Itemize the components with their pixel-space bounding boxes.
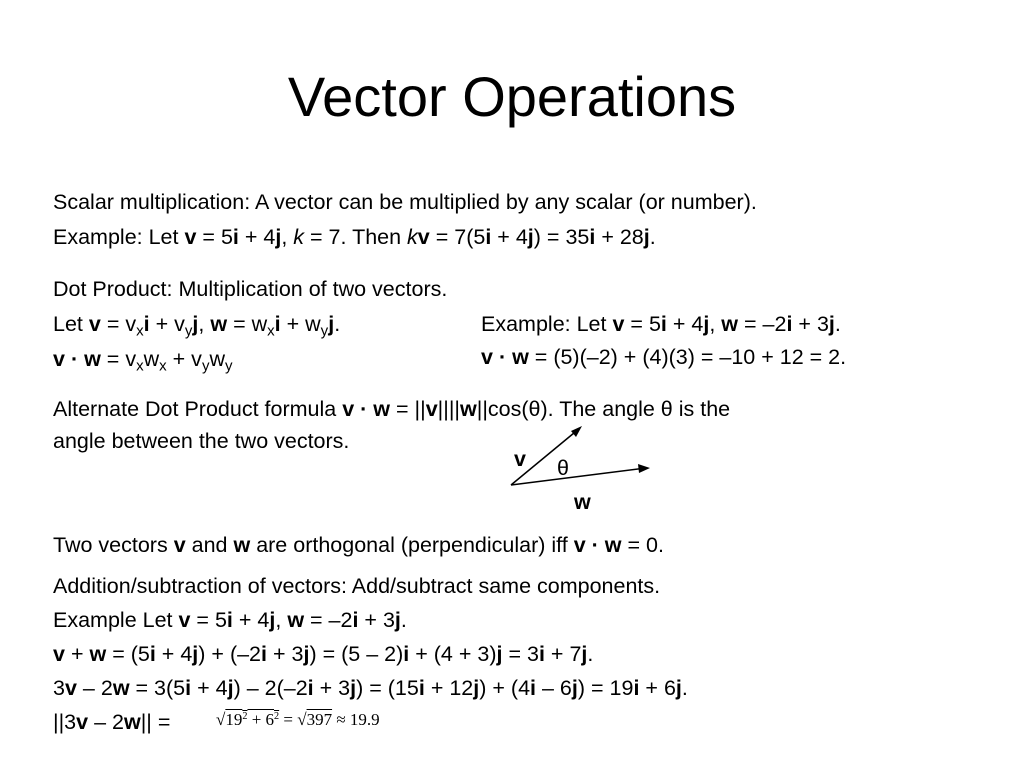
diagram-label-v: v: [514, 447, 526, 471]
dot-product-example: Example: Let v = 5i + 4j, w = –2i + 3j.: [481, 312, 841, 336]
addition-heading: Addition/subtraction of vectors: Add/subtract same components.: [53, 574, 661, 598]
dot-product-example-result: v · w = (5)(–2) + (4)(3) = –10 + 12 = 2.: [481, 345, 847, 369]
sqrt-symbol: √: [297, 710, 307, 729]
alternate-formula: Alternate Dot Product formula v · w = ||v||||w||cos(θ). The angle θ is the: [53, 397, 731, 421]
scalar-definition: Scalar multiplication: A vector can be multiplied by any scalar (or number).: [53, 190, 757, 214]
magnitude-math: $√19^2 + 6^2 = √397 \approx 19.9$: [216, 710, 380, 729]
dot-product-heading: Dot Product: Multiplication of two vectors.: [53, 277, 448, 301]
vector-w-line: [511, 468, 646, 485]
scalar-example: Example: Let v = 5i + 4j, k = 7. Then kv = 7(5i + 4j) = 35i + 28j.: [53, 225, 656, 249]
slide-title: Vector Operations: [287, 65, 737, 128]
addition-example-let: Example Let v = 5i + 4j, w = –2i + 3j.: [53, 608, 407, 632]
dot-product-formula: $v \cdot w = v_xw_x + v_yw_y$: [53, 347, 233, 375]
alternate-formula-line2: angle between the two vectors.: [53, 429, 350, 453]
linear-combination-line: 3v – 2w = 3(5i + 4j) – 2(–2i + 3j) = (15i + 12j) + (4i – 6j) = 19i + 6j.: [53, 676, 688, 700]
magnitude-line: ||3v – 2w|| =: [53, 710, 171, 734]
dot-product-definition: Let $v = v_xi + v_yj$, $w = w_xi + w_yj$.: [53, 312, 341, 340]
diagram-label-theta: θ: [557, 456, 569, 480]
vector-v-arrowhead: [571, 426, 582, 437]
sqrt-symbol: √: [216, 710, 226, 729]
orthogonal-statement: Two vectors v and w are orthogonal (perpendicular) iff v · w = 0.: [53, 533, 664, 557]
diagram-label-w: w: [574, 490, 591, 514]
vector-w-arrowhead: [638, 464, 650, 473]
addition-sum-line: v + w = (5i + 4j) + (–2i + 3j) = (5 – 2)i + (4 + 3)j = 3i + 7j.: [53, 642, 594, 666]
